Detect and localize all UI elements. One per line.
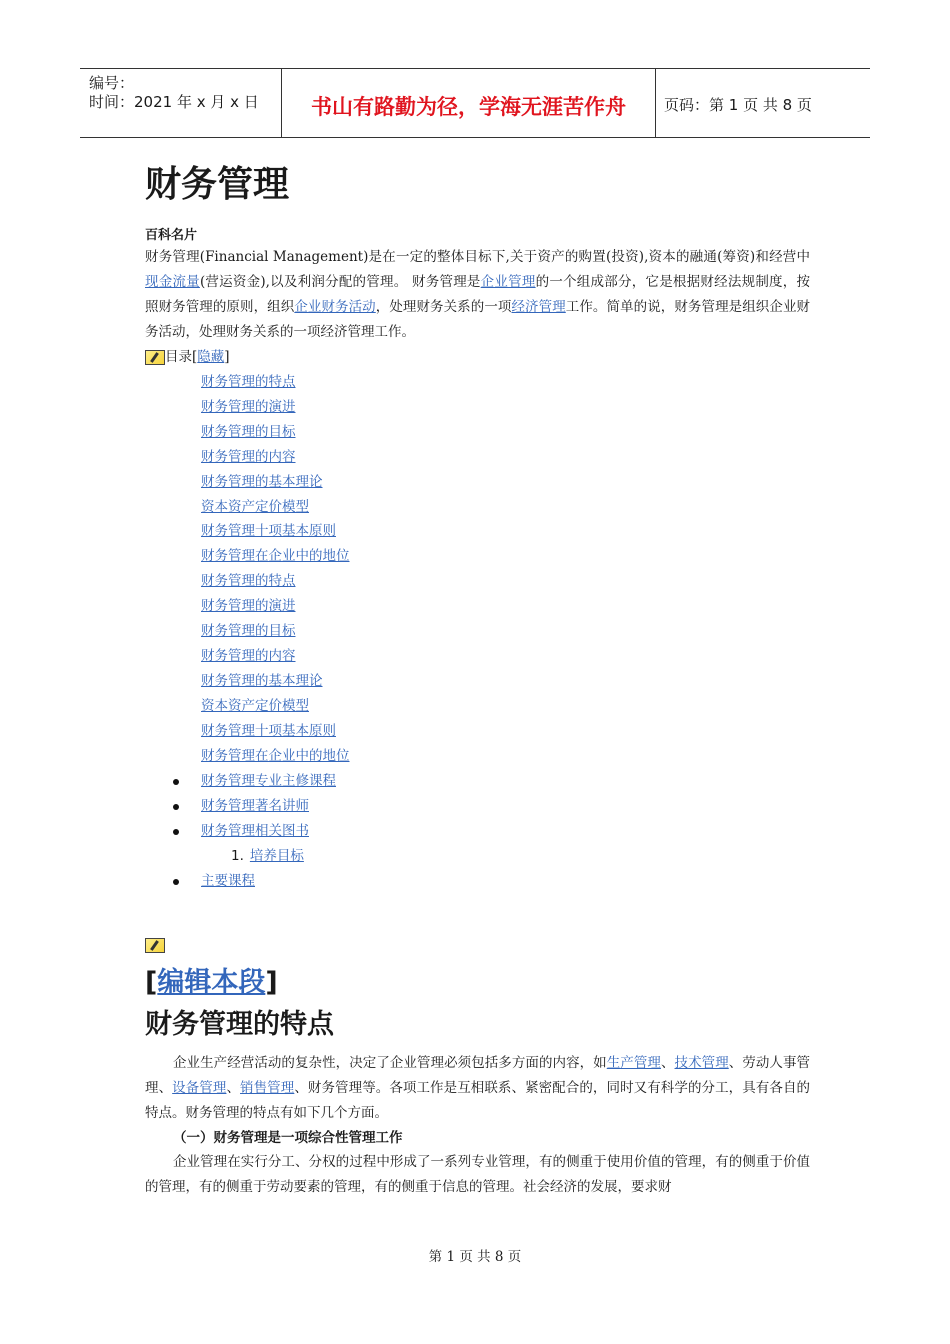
toc-bullet-item[interactable]: 财务管理专业主修课程: [145, 769, 810, 794]
document-body: [145, 160, 810, 1200]
edit-icon[interactable]: [145, 350, 165, 365]
link-cash-flow[interactable]: 现金流量: [145, 274, 200, 290]
toc-bullet-item[interactable]: 财务管理相关图书: [145, 819, 810, 844]
toc-item[interactable]: 财务管理的目标: [201, 623, 296, 640]
doc-time-label: 时间：2021 年 x 月 x 日: [89, 93, 259, 111]
toc-item[interactable]: 资本资产定价模型: [201, 498, 309, 515]
toc-item[interactable]: 财务管理的基本理论: [201, 473, 323, 490]
header-motto-cell: [281, 69, 656, 137]
header-meta-cell: [80, 69, 281, 137]
edit-section-link[interactable]: [编辑本段]: [145, 966, 278, 998]
toc-item[interactable]: 财务管理十项基本原则: [201, 523, 336, 540]
bullet-icon: [173, 804, 179, 810]
toc-item[interactable]: 财务管理的演进: [201, 398, 296, 415]
doc-title: 财务管理: [145, 164, 290, 205]
toc-item[interactable]: 财务管理的内容: [201, 647, 296, 664]
toc-item[interactable]: 资本资产定价模型: [201, 697, 309, 714]
toc-bullet-list: [145, 869, 810, 894]
section-title: 财务管理的特点: [145, 1008, 334, 1040]
toc-header: 目录[ 隐藏 ]: [145, 345, 810, 370]
motto-text: 书山有路勤为径，学海无涯苦作舟: [311, 95, 626, 119]
card-label: 百科名片: [145, 228, 198, 243]
bullet-icon: [173, 829, 179, 835]
edit-icon[interactable]: [145, 938, 165, 953]
intro-paragraph: 财务管理(Financial Management)是在一定的整体目标下,关于资产的购置(投资),资本的融通(筹资)和经营中现金流量(营运资金),以及利润分配的管理。 财务管理是企业管理的一个组成部分，它是根据财经法规制度，按照财务管理的原则，组织企业财务活动，处理财务关系的一项经济管理工作。简单的说，财务管理是组织企业财务活动，处理财务关系的一项经济管理工作。: [145, 249, 811, 340]
link-enterprise-management[interactable]: 企业管理: [480, 274, 536, 290]
toc-numbered-item[interactable]: 1. 培养目标: [231, 847, 304, 864]
toc-item[interactable]: 财务管理在企业中的地位: [201, 747, 350, 764]
link-equipment-management[interactable]: 设备管理: [172, 1079, 227, 1096]
toc-item[interactable]: 财务管理的目标: [201, 423, 296, 440]
link-economic-management[interactable]: 经济管理: [511, 299, 566, 315]
page-number-label: 页码：第 1 页 共 8 页: [664, 96, 812, 114]
doc-number-label: 编号：: [89, 74, 135, 92]
subsection-title: （一）财务管理是一项综合性管理工作: [173, 1129, 403, 1146]
toc-item[interactable]: 财务管理的基本理论: [201, 672, 323, 689]
spacer: [145, 894, 810, 938]
bullet-icon: [173, 879, 179, 885]
toc-item[interactable]: 财务管理的演进: [201, 598, 296, 615]
toc-item[interactable]: 财务管理在企业中的地位: [201, 548, 350, 565]
toc-bullet-item[interactable]: 主要课程: [145, 869, 810, 894]
toc-list: [145, 370, 810, 769]
toc-bullet-list: [145, 769, 810, 844]
link-production-management[interactable]: 生产管理: [606, 1054, 661, 1071]
link-sales-management[interactable]: 销售管理: [240, 1079, 295, 1096]
header-page-cell: [655, 69, 870, 137]
toc-item[interactable]: 财务管理的内容: [201, 448, 296, 465]
toc-bullet-item[interactable]: 财务管理著名讲师: [145, 794, 810, 819]
page-footer: 第 1 页 共 8 页: [428, 1249, 522, 1265]
link-technical-management[interactable]: 技术管理: [674, 1054, 729, 1071]
toc-item[interactable]: 财务管理的特点: [201, 374, 296, 390]
toc-item[interactable]: 财务管理的特点: [201, 573, 296, 590]
toc-item[interactable]: 财务管理十项基本原则: [201, 722, 336, 739]
toc-hide-link[interactable]: 隐藏: [197, 349, 225, 365]
bullet-icon: [173, 779, 179, 785]
link-enterprise-financial-activity[interactable]: 企业财务活动: [294, 299, 376, 315]
section-paragraph: 企业管理在实行分工、分权的过程中形成了一系列专业管理，有的侧重于使用价值的管理，有的侧重于价值的管理，有的侧重于劳动要素的管理，有的侧重于信息的管理。社会经济的发展，要求财: [145, 1153, 810, 1195]
section-paragraph: 企业生产经营活动的复杂性，决定了企业管理必须包括多方面的内容，如生产管理、技术管理、劳动人事管理、设备管理、销售管理、财务管理等。各项工作是互相联系、紧密配合的，同时又有科学的分工，具有各自的特点。财务管理的特点有如下几个方面。: [145, 1054, 811, 1121]
header-table: [80, 68, 870, 138]
toc-numbered-link[interactable]: 培养目标: [249, 847, 304, 864]
